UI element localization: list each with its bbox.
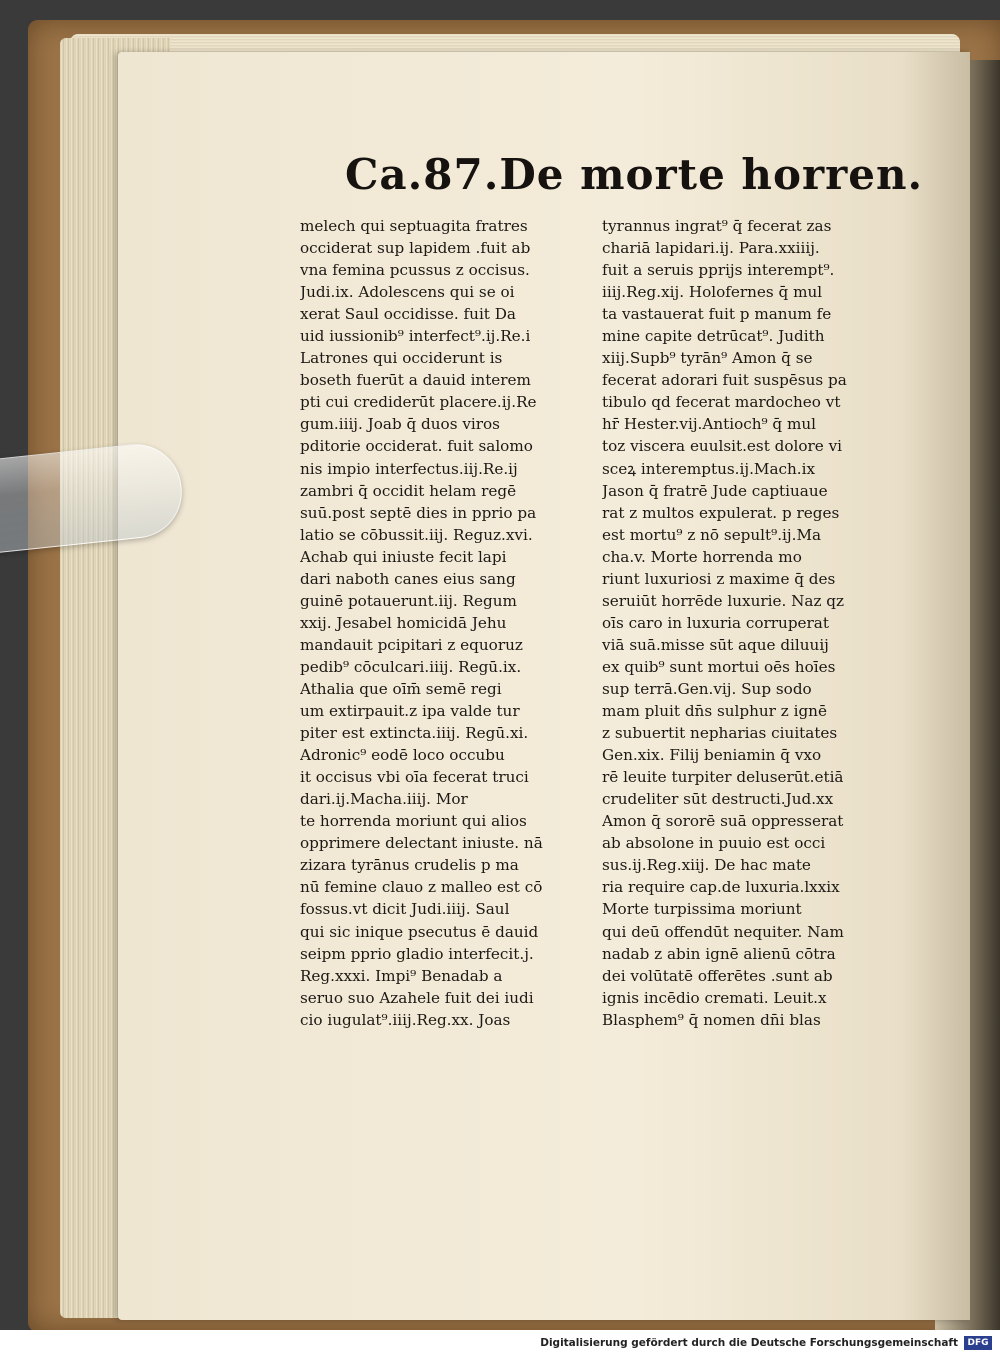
text-line: hr̄ Hester.vij.Antioch⁹ q̄ mul: [602, 415, 817, 434]
text-line: riunt luxuriosi z maxime q̄ des: [602, 569, 836, 588]
text-line: um extirpauit.z ipa valde tur: [300, 702, 520, 721]
text-line: Athalia que oīm̄ semē regi: [300, 679, 502, 698]
text-line: zambri q̄ occidit helam regē: [300, 481, 517, 500]
text-line: rē leuite turpiter deluserūt.etiā: [602, 768, 844, 787]
footer-banner: [0, 1330, 1000, 1356]
text-line: guinē potauerunt.iij. Regum: [300, 591, 517, 610]
text-line: Reg.xxxi. Impi⁹ Benadab a: [300, 966, 503, 985]
text-line: est mortu⁹ z nō sepult⁹.ij.Ma: [602, 525, 822, 544]
text-line: iiij.Reg.xij. Holofernes q̄ mul: [602, 283, 823, 302]
text-line: sceꝝ interemptus.ij.Mach.ix: [602, 459, 816, 478]
text-line: oīs caro in luxuria corruperat: [602, 613, 829, 632]
text-line: xerat Saul occidisse. fuit Da: [300, 305, 516, 324]
text-line: nadab z abin ignē alienū cōtra: [602, 944, 836, 963]
text-line: vna femina pcussus z occisus.: [300, 261, 530, 280]
text-line: suū.post septē dies in pprio pa: [300, 503, 537, 522]
text-line: dari.ij.Macha.iiij. Mor: [300, 790, 468, 809]
text-column-left: [300, 215, 575, 1031]
text-line: chariā lapidari.ij. Para.xxiiij.: [602, 239, 820, 258]
text-line: gum.iiij. Joab q̄ duos viros: [300, 415, 500, 434]
text-line: melech qui septuagita fratres: [300, 217, 528, 235]
text-line: qui sic inique psecutus ē dauid: [300, 922, 539, 941]
text-line: Morte turpissima moriunt: [602, 900, 802, 919]
text-line: cio iugulat⁹.iiij.Reg.xx. Joas: [300, 1010, 511, 1029]
text-line: mine capite detrūcat⁹. Judith: [602, 327, 825, 346]
text-line: ria require cap.de luxuria.lxxix: [602, 878, 840, 897]
text-line: cha.v. Morte horrenda mo: [602, 547, 802, 566]
text-line: Adronic⁹ eodē loco occubu: [300, 746, 505, 765]
text-line: te horrenda moriunt qui alios: [300, 812, 527, 831]
text-line: ta vastauerat fuit p manum fe: [602, 305, 832, 324]
text-line: nū femine clauo z malleo est cō: [300, 878, 543, 897]
text-line: toz viscera euulsit.est dolore vi: [602, 437, 843, 456]
running-head: Ca.87.De morte horren.: [345, 150, 924, 199]
text-line: Amon q̄ sororē suā oppresserat: [602, 812, 844, 831]
text-line: seruo suo Azahele fuit dei iudi: [300, 988, 534, 1007]
text-line: xiij.Supb⁹ tyrān⁹ Amon q̄ se: [602, 349, 813, 368]
text-line: rat z multos expulerat. p reges: [602, 503, 840, 522]
text-line: opprimere delectant iniuste. nā: [300, 834, 543, 853]
text-line: z subuertit nepharias ciuitates: [602, 724, 838, 743]
text-column-right: [602, 215, 874, 1031]
text-line: tibulo qd fecerat mardocheo vt: [602, 393, 841, 412]
text-line: latio se cōbussit.iij. Reguz.xvi.: [300, 525, 533, 544]
text-line: dei volūtatē offerētes .sunt ab: [602, 966, 833, 985]
text-line: Judi.ix. Adolescens qui se oi: [300, 283, 515, 302]
text-line: Latrones qui occiderunt is: [300, 349, 503, 368]
dfg-logo-icon: DFG: [964, 1336, 992, 1350]
text-line: Gen.xix. Filij beniamin q̄ vxo: [602, 746, 822, 765]
text-line: boseth fuerūt a dauid interem: [300, 371, 531, 390]
text-line: ignis incēdio cremati. Leuit.x: [602, 988, 827, 1007]
text-line: piter est extincta.iiij. Regū.xi.: [300, 724, 529, 743]
text-line: Jason q̄ fratrē Jude captiuaue: [602, 481, 828, 500]
text-line: qui deū offendūt nequiter. Nam: [602, 922, 844, 941]
text-line: uid iussionib⁹ interfect⁹.ij.Re.i: [300, 327, 531, 346]
text-line: xxij. Jesabel homicidā Jehu: [300, 613, 507, 632]
funding-credit: Digitalisierung gefördert durch die Deutsche Forschungsgemeinschaft: [540, 1337, 958, 1349]
text-line: nis impio interfectus.iij.Re.ij: [300, 459, 518, 478]
text-line: ab absolone in puuio est occi: [602, 834, 826, 853]
text-line: viā suā.misse sūt aque diluuij: [602, 635, 829, 654]
text-line: sup terrā.Gen.vij. Sup sodo: [602, 679, 812, 698]
text-line: fuit a seruis pprijs interempt⁹.: [602, 261, 835, 280]
text-line: mandauit pcipitari z equoruz: [300, 635, 523, 654]
text-line: sus.ij.Reg.xiij. De hac mate: [602, 856, 811, 875]
text-line: Achab qui iniuste fecit lapi: [300, 547, 507, 566]
text-line: it occisus vbi oīa fecerat truci: [300, 768, 529, 787]
text-line: pditorie occiderat. fuit salomo: [300, 437, 533, 456]
text-line: occiderat sup lapidem .fuit ab: [300, 239, 531, 258]
text-line: tyrannus ingrat⁹ q̄ fecerat zas: [602, 217, 832, 235]
text-line: zizara tyrānus crudelis p ma: [300, 856, 519, 875]
text-line: fossus.vt dicit Judi.iiij. Saul: [300, 900, 510, 919]
text-line: fecerat adorari fuit suspēsus pa: [602, 371, 847, 390]
text-line: Blasphem⁹ q̄ nomen dn̄i blas: [602, 1010, 821, 1029]
text-line: seruiūt horrēde luxurie. Naz qz: [602, 591, 845, 610]
text-line: ex quib⁹ sunt mortui oēs hoīes: [602, 657, 836, 676]
text-line: crudeliter sūt destructi.Jud.xx: [602, 790, 834, 809]
text-line: pedib⁹ cōculcari.iiij. Regū.ix.: [300, 657, 522, 676]
text-line: dari naboth canes eius sang: [300, 569, 516, 588]
text-line: pti cui crediderūt placere.ij.Re: [300, 393, 537, 412]
text-line: seipm pprio gladio interfecit.j.: [300, 944, 534, 963]
text-line: mam pluit dn̄s sulphur z ignē: [602, 702, 827, 721]
